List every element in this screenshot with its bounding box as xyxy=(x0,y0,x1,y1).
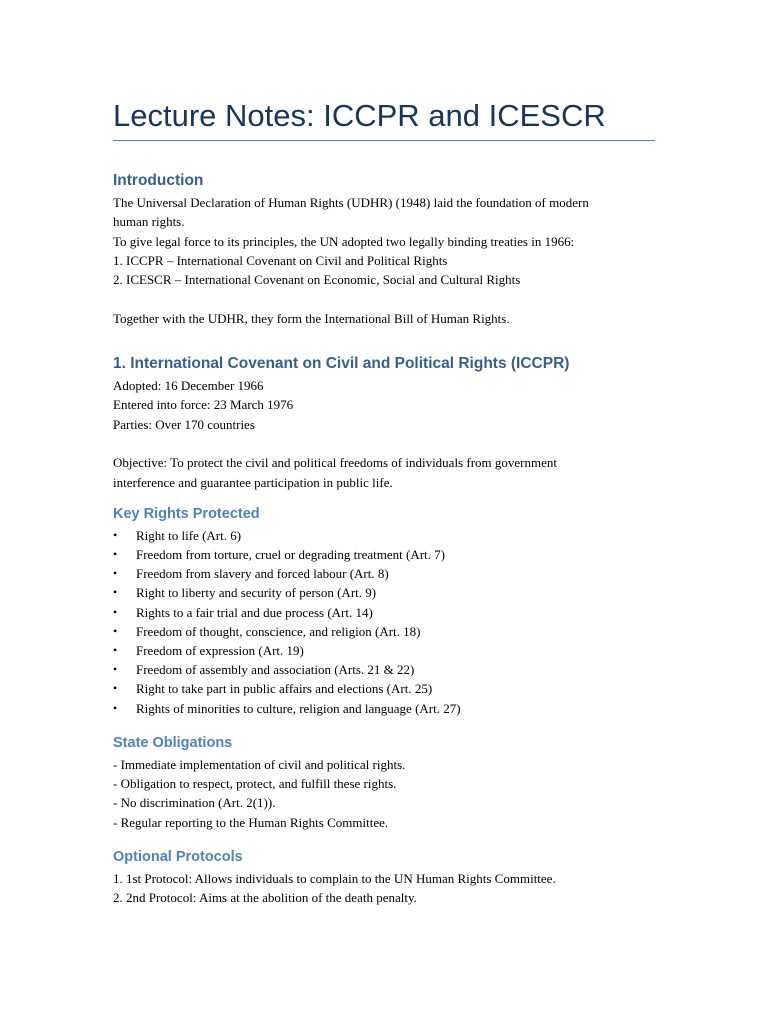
list-item xyxy=(113,679,658,698)
list-item-text: Freedom of expression (Art. 19) xyxy=(136,643,304,659)
list-item-text: Freedom from slavery and forced labour (Art. 8) xyxy=(136,566,389,582)
list-item-text: Freedom of thought, conscience, and religion (Art. 18) xyxy=(136,623,421,639)
introduction-line: human rights. xyxy=(113,214,185,230)
bullet-icon: • xyxy=(113,566,118,581)
bullet-icon: • xyxy=(113,527,118,542)
list-item-text: Right to life (Art. 6) xyxy=(136,527,242,543)
list-item xyxy=(113,641,658,660)
list-item xyxy=(113,583,658,602)
optional-protocol-line: 2. 2nd Protocol: Aims at the abolition of the death penalty. xyxy=(113,890,417,906)
introduction-line: 2. ICESCR – International Covenant on Economic, Social and Cultural Rights xyxy=(113,272,521,288)
introduction-line: To give legal force to its principles, the UN adopted two legally binding treaties in 1966: xyxy=(113,233,575,249)
bullet-icon: • xyxy=(113,604,118,619)
blank-line xyxy=(113,289,658,308)
optional-protocol-line: 1. 1st Protocol: Allows individuals to complain to the UN Human Rights Committee. xyxy=(113,871,556,887)
state-obligation-line: - No discrimination (Art. 2(1)). xyxy=(113,795,276,811)
bullet-icon: • xyxy=(113,662,118,677)
blank-line xyxy=(113,434,658,453)
list-item xyxy=(113,603,658,622)
state-obligations-heading: State Obligations xyxy=(113,734,233,751)
list-item xyxy=(113,526,658,545)
iccpr-parties: Parties: Over 170 countries xyxy=(113,416,255,432)
iccpr-heading: 1. International Covenant on Civil and Political Rights (ICCPR) xyxy=(113,355,570,373)
bullet-icon: • xyxy=(113,585,118,600)
list-item-text: Right to liberty and security of person (Art. 9) xyxy=(136,585,377,601)
introduction-line: The Universal Declaration of Human Rights (UDHR) (1948) laid the foundation of modern xyxy=(113,195,589,210)
bullet-icon: • xyxy=(113,700,118,715)
list-item-text: Rights of minorities to culture, religion and language (Art. 27) xyxy=(136,700,461,716)
bullet-icon: • xyxy=(113,623,118,638)
iccpr-objective: Objective: To protect the civil and political freedoms of individuals from government xyxy=(113,455,557,471)
list-item-text: Freedom from torture, cruel or degrading treatment (Art. 7) xyxy=(136,547,445,563)
state-obligation-line: - Regular reporting to the Human Rights Committee. xyxy=(113,814,389,830)
introduction-body xyxy=(113,193,658,328)
introduction-closing: Together with the UDHR, they form the International Bill of Human Rights. xyxy=(113,310,510,326)
list-item xyxy=(113,622,658,641)
iccpr-entered-into-force: Entered into force: 23 March 1976 xyxy=(113,397,294,413)
iccpr-body xyxy=(113,376,658,492)
list-item xyxy=(113,545,658,564)
list-item xyxy=(113,660,658,679)
introduction-line: 1. ICCPR – International Covenant on Civil and Political Rights xyxy=(113,252,448,268)
state-obligations-body xyxy=(113,755,658,832)
bullet-icon: • xyxy=(113,643,118,658)
optional-protocols-body xyxy=(113,869,658,908)
iccpr-adopted: Adopted: 16 December 1966 xyxy=(113,378,264,394)
document-content xyxy=(113,0,658,908)
bullet-icon: • xyxy=(113,681,118,696)
document-title: Lecture Notes: ICCPR and ICESCR xyxy=(113,98,606,133)
list-item-text: Rights to a fair trial and due process (Art. 14) xyxy=(136,604,373,620)
list-item-text: Freedom of assembly and association (Arts. 21 & 22) xyxy=(136,662,415,678)
list-item xyxy=(113,699,658,718)
bullet-icon: • xyxy=(113,547,118,562)
introduction-heading: Introduction xyxy=(113,172,204,189)
title-underline xyxy=(113,140,655,141)
state-obligation-line: - Obligation to respect, protect, and fulfill these rights. xyxy=(113,776,397,792)
key-rights-heading: Key Rights Protected xyxy=(113,505,260,522)
list-item xyxy=(113,564,658,583)
state-obligation-line: - Immediate implementation of civil and political rights. xyxy=(113,756,406,772)
key-rights-list xyxy=(113,526,658,718)
optional-protocols-heading: Optional Protocols xyxy=(113,849,243,866)
iccpr-objective: interference and guarantee participation in public life. xyxy=(113,474,393,490)
list-item-text: Right to take part in public affairs and elections (Art. 25) xyxy=(136,681,433,697)
